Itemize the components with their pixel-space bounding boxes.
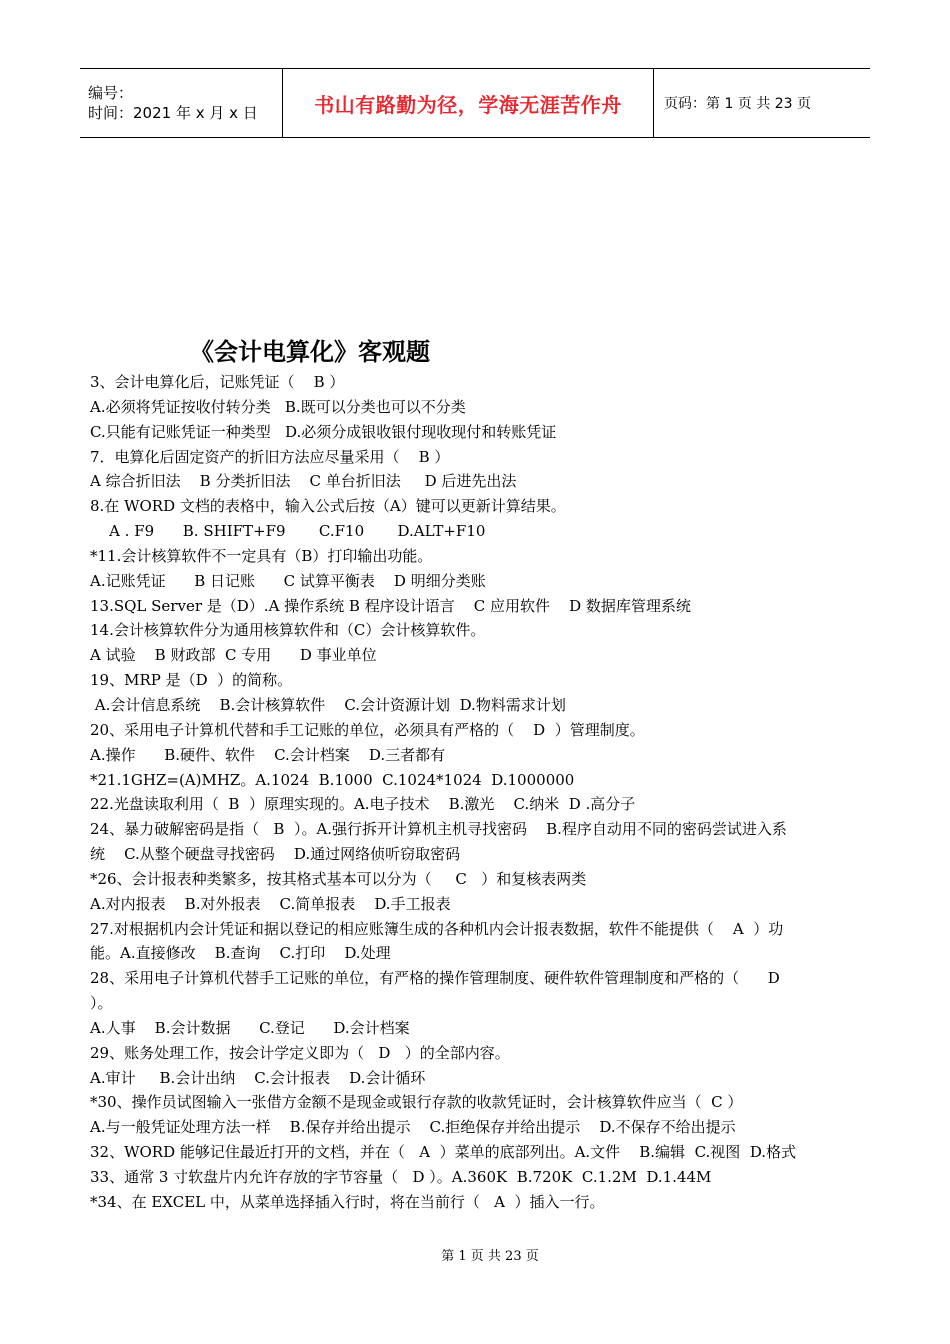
- text-line: 22.光盘读取利用（ B ）原理实现的。A.电子技术 B.激光 C.纳米 D .高分子: [90, 795, 636, 814]
- text-line: 7．电算化后固定资产的折旧方法应尽量采用（ B ）: [90, 447, 450, 466]
- text-line: *34、在 EXCEL 中，从菜单选择插入行时，将在当前行（ A ）插入一行。: [90, 1192, 605, 1211]
- text-line: 33、通常 3 寸软盘片内允许存放的字节容量（ D ）。A.360K B.720K C.1.2M D.1.44M: [90, 1168, 712, 1186]
- text-line: 20、采用电子计算机代替和手工记账的单位，必须具有严格的（ D ）管理制度。: [90, 720, 645, 739]
- page-info: 页码：第 1 页 共 23 页: [664, 96, 811, 112]
- header-motto-cell: [282, 69, 654, 137]
- text-line: *21.1GHZ=(A)MHZ。A.1024 B.1000 C.1024*1024 D.1000000: [90, 770, 575, 789]
- text-line: *26、会计报表种类繁多，按其格式基本可以分为（ C ）和复核表两类: [90, 869, 587, 888]
- text-line: 能。A.直接修改 B.查询 C.打印 D.处理: [90, 944, 391, 963]
- text-line: A.操作 B.硬件、软件 C.会计档案 D.三者都有: [90, 745, 446, 764]
- text-line: 13.SQL Server 是（D）.A 操作系统 B 程序设计语言 C 应用软件 D 数据库管理系统: [90, 596, 691, 615]
- header-left-cell: [80, 69, 282, 137]
- text-line: A.审计 B.会计出纳 C.会计报表 D.会计循环: [90, 1068, 426, 1087]
- text-line: ）。: [90, 994, 113, 1013]
- question-list: [90, 370, 862, 1215]
- text-line: 24、暴力破解密码是指（ B ）。A.强行拆开计算机主机寻找密码 B.程序自动用不同的密码尝试进入系: [90, 820, 787, 839]
- text-line: 32、WORD 能够记住最近打开的文档，并在（ A ）菜单的底部列出。A.文件 B.编辑 C.视图 D.格式: [90, 1143, 797, 1162]
- text-line: A 综合折旧法 B 分类折旧法 C 单台折旧法 D 后进先出法: [90, 472, 517, 491]
- text-line: 14.会计核算软件分为通用核算软件和（C）会计核算软件。: [90, 621, 486, 640]
- page-footer: 第 1 页 共 23 页: [441, 1249, 539, 1264]
- time-label: 时间：2021 年 x 月 x 日: [88, 104, 258, 122]
- text-line: A.对内报表 B.对外报表 C.简单报表 D.手工报表: [90, 894, 451, 913]
- text-line: 19、MRP 是（D ）的简称。: [90, 671, 293, 690]
- text-line: 28、采用电子计算机代替手工记账的单位，有严格的操作管理制度、硬件软件管理制度和严格的（ D: [90, 969, 780, 988]
- text-line: A.与一般凭证处理方法一样 B.保存并给出提示 C.拒绝保存并给出提示 D.不保存不给出提示: [90, 1118, 736, 1137]
- text-line: *30、操作员试图输入一张借方金额不是现金或银行存款的收款凭证时，会计核算软件应当（ C ）: [90, 1093, 743, 1112]
- motto-text: 书山有路勤为径，学海无涯苦作舟: [314, 92, 622, 117]
- text-line: *11.会计核算软件不一定具有（B）打印输出功能。: [90, 546, 433, 565]
- text-line: A.必须将凭证按收付转分类 B.既可以分类也可以不分类: [90, 397, 466, 416]
- text-line: 3、会计电算化后，记账凭证（ B ）: [90, 373, 345, 391]
- text-line: 统 C.从整个硬盘寻找密码 D.通过网络侦听窃取密码: [90, 845, 461, 864]
- text-line: A.会计信息系统 B.会计核算软件 C.会计资源计划 D.物料需求计划: [90, 695, 566, 714]
- number-label: 编号：: [88, 84, 134, 102]
- text-line: 8.在 WORD 文档的表格中，输入公式后按（A）键可以更新计算结果。: [90, 497, 566, 516]
- text-line: A . F9 B. SHIFT+F9 C.F10 D.ALT+F10: [90, 522, 486, 541]
- text-line: A.人事 B.会计数据 C.登记 D.会计档案: [90, 1018, 410, 1037]
- text-line: 29、账务处理工作，按会计学定义即为（ D ）的全部内容。: [90, 1043, 510, 1062]
- text-line: A.记账凭证 B 日记账 C 试算平衡表 D 明细分类账: [90, 571, 486, 590]
- text-line: C.只能有记账凭证一种类型 D.必须分成银收银付现收现付和转账凭证: [90, 422, 557, 441]
- header-page-cell: [654, 69, 870, 137]
- document-title: 《会计电算化》客观题: [190, 338, 430, 366]
- header-table: [80, 68, 870, 138]
- text-line: 27.对根据机内会计凭证和据以登记的相应账簿生成的各种机内会计报表数据，软件不能提供（ A ）功: [90, 919, 784, 938]
- text-line: A 试验 B 财政部 C 专用 D 事业单位: [90, 646, 377, 665]
